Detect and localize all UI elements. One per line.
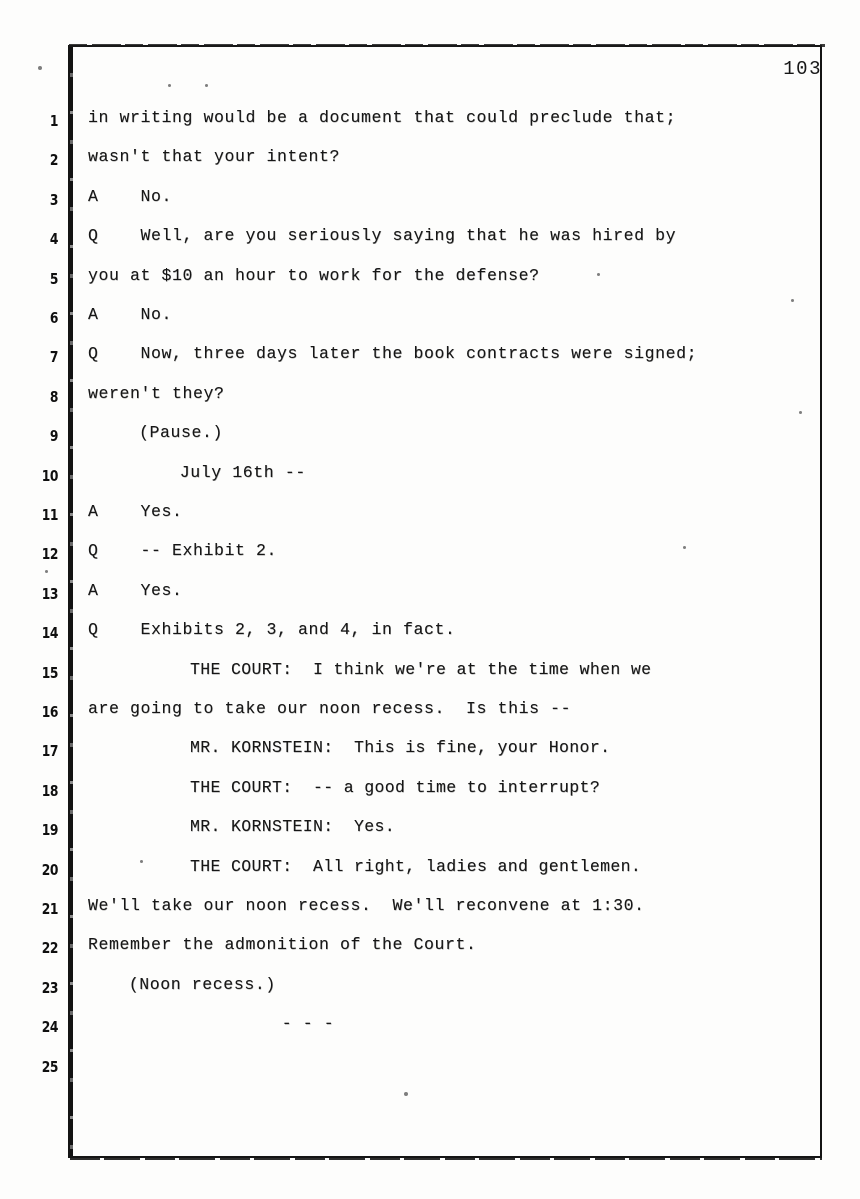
line-text: Q Exhibits 2, 3, and 4, in fact. <box>88 620 456 640</box>
transcript-line <box>0 888 860 927</box>
transcript-line <box>0 218 860 257</box>
line-number: 11 <box>41 506 58 524</box>
transcript-line <box>0 573 860 612</box>
transcript-line <box>0 612 860 651</box>
scan-speck <box>168 84 171 87</box>
line-number: 7 <box>49 348 58 367</box>
transcript-line <box>0 927 860 966</box>
line-number: 6 <box>49 309 58 327</box>
transcript-line <box>0 1006 860 1045</box>
line-number: 9 <box>49 427 58 446</box>
line-text: THE COURT: I think we're at the time when we <box>190 659 652 679</box>
line-text: wasn't that your intent? <box>88 147 341 167</box>
line-text: A Yes. <box>88 502 183 521</box>
line-number: 18 <box>41 781 58 800</box>
line-text: Q -- Exhibit 2. <box>88 541 278 561</box>
line-number: 14 <box>41 624 58 643</box>
transcript-line <box>0 967 860 1006</box>
line-text: A No. <box>88 305 173 324</box>
line-text: We'll take our noon recess. We'll reconvene at 1:30. <box>88 896 645 915</box>
page-number: 103 <box>783 58 822 80</box>
line-text: July 16th -- <box>179 462 306 482</box>
line-number: 20 <box>41 860 58 879</box>
line-number: 3 <box>49 190 58 209</box>
line-number: 1 <box>49 112 58 130</box>
line-number: 21 <box>41 900 58 918</box>
line-text: (Pause.) <box>139 423 224 443</box>
scan-speck <box>38 66 42 70</box>
line-number: 22 <box>41 939 58 958</box>
transcript-line <box>0 770 860 809</box>
transcript-line <box>0 691 860 730</box>
line-number: 12 <box>41 545 58 564</box>
transcript-line <box>0 849 860 888</box>
transcript-line <box>0 415 860 454</box>
transcript-line <box>0 809 860 848</box>
line-number: 15 <box>41 663 58 682</box>
line-number: 25 <box>41 1057 58 1076</box>
line-number: 16 <box>41 703 58 721</box>
transcript-line <box>0 455 860 494</box>
line-number: 4 <box>49 230 58 249</box>
line-text: weren't they? <box>88 383 225 403</box>
line-number: 13 <box>41 584 58 603</box>
transcript-line <box>0 533 860 572</box>
line-text: THE COURT: -- a good time to interrupt? <box>190 777 601 797</box>
line-text: you at $10 an hour to work for the defense? <box>88 265 540 285</box>
line-number: 5 <box>49 269 58 288</box>
line-number: 17 <box>41 742 58 761</box>
line-text: Q Well, are you seriously saying that he was hired by <box>88 226 677 246</box>
line-text: (Noon recess.) <box>128 974 276 994</box>
line-text: A No. <box>88 186 173 206</box>
line-text: A Yes. <box>88 580 183 600</box>
line-text: in writing would be a document that could preclude that; <box>88 108 677 127</box>
transcript-line <box>0 139 860 178</box>
transcript-line <box>0 1046 860 1085</box>
transcript-line <box>0 258 860 297</box>
line-text: - - - <box>281 1014 335 1034</box>
line-text: Remember the admonition of the Court. <box>88 935 477 955</box>
scan-speck <box>404 1092 408 1096</box>
transcript-line <box>0 179 860 218</box>
scan-speck <box>205 84 208 87</box>
line-number: 8 <box>49 387 58 406</box>
transcript-line <box>0 100 860 139</box>
line-number: 2 <box>49 151 58 170</box>
transcript-line <box>0 652 860 691</box>
line-number: 19 <box>41 821 58 840</box>
line-number: 23 <box>41 978 58 997</box>
transcript-line <box>0 730 860 769</box>
line-text: THE COURT: All right, ladies and gentlemen. <box>190 856 642 876</box>
line-text: are going to take our noon recess. Is this -- <box>88 699 572 718</box>
line-text: MR. KORNSTEIN: Yes. <box>190 817 396 837</box>
transcript-line <box>0 376 860 415</box>
line-number: 10 <box>41 466 58 485</box>
line-number: 24 <box>41 1018 58 1037</box>
line-text: MR. KORNSTEIN: This is fine, your Honor. <box>190 738 611 758</box>
transcript-line <box>0 336 860 375</box>
line-text: Q Now, three days later the book contracts were signed; <box>88 344 698 364</box>
transcript-line <box>0 494 860 533</box>
transcript-line <box>0 297 860 336</box>
